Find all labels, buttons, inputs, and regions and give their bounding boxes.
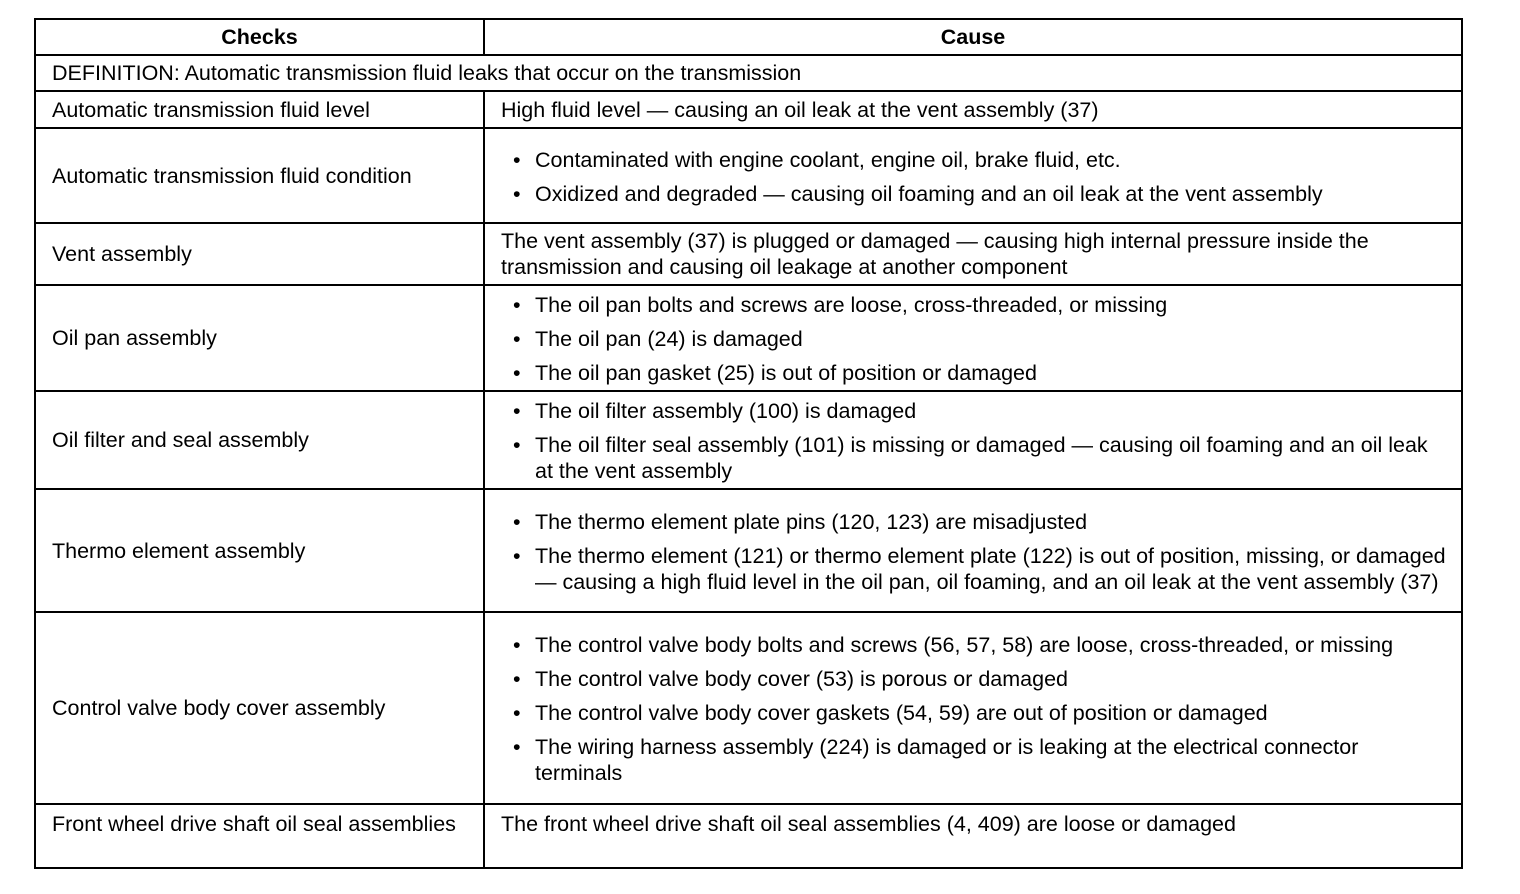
check-cell: Automatic transmission fluid condition	[35, 128, 484, 223]
cause-cell	[484, 285, 1462, 391]
check-cell: Thermo element assembly	[35, 489, 484, 612]
cause-cell: High fluid level — causing an oil leak at the vent assembly (37)	[484, 91, 1462, 128]
list-item: • The control valve body cover (53) is porous or damaged	[511, 666, 1451, 692]
check-cell: Vent assembly	[35, 223, 484, 285]
check-cell: Control valve body cover assembly	[35, 612, 484, 804]
table-row	[35, 285, 1462, 391]
cause-cell	[484, 612, 1462, 804]
cause-cell	[484, 489, 1462, 612]
cause-list	[501, 147, 1451, 207]
list-item: • Oxidized and degraded — causing oil foaming and an oil leak at the vent assembly	[511, 181, 1451, 207]
list-item: • The oil pan bolts and screws are loose, cross-threaded, or missing	[511, 292, 1451, 318]
list-item: • The control valve body bolts and screws (56, 57, 58) are loose, cross-threaded, or missing	[511, 632, 1451, 658]
cause-cell	[484, 128, 1462, 223]
cause-cell: The vent assembly (37) is plugged or damaged — causing high internal pressure inside the transmission and causing oil leakage at another component	[484, 223, 1462, 285]
cause-list	[501, 509, 1451, 595]
table-row	[35, 128, 1462, 223]
cause-cell	[484, 391, 1462, 489]
table-row	[35, 91, 1462, 128]
cause-list	[501, 632, 1451, 786]
header-row	[35, 19, 1462, 55]
header-cause: Cause	[484, 19, 1462, 55]
check-cell: Oil pan assembly	[35, 285, 484, 391]
list-item: • The thermo element (121) or thermo element plate (122) is out of position, missing, or damaged — causing a high fluid level in the oil pan, oil foaming, and an oil leak at the vent assembly (37)	[511, 543, 1451, 595]
table-row	[35, 391, 1462, 489]
cause-cell: The front wheel drive shaft oil seal assemblies (4, 409) are loose or damaged	[484, 804, 1462, 868]
check-cell: Automatic transmission fluid level	[35, 91, 484, 128]
diagnostic-table	[34, 18, 1463, 869]
table-row	[35, 223, 1462, 285]
list-item: • The wiring harness assembly (224) is damaged or is leaking at the electrical connector terminals	[511, 734, 1451, 786]
cause-list	[501, 398, 1451, 484]
definition-row	[35, 55, 1462, 91]
cause-list	[501, 292, 1451, 386]
definition-text: DEFINITION: Automatic transmission fluid leaks that occur on the transmission	[35, 55, 1462, 91]
table-row	[35, 612, 1462, 804]
list-item: • The oil pan gasket (25) is out of position or damaged	[511, 360, 1451, 386]
table-row	[35, 489, 1462, 612]
table-row	[35, 804, 1462, 868]
check-cell: Front wheel drive shaft oil seal assemblies	[35, 804, 484, 868]
list-item: • The thermo element plate pins (120, 123) are misadjusted	[511, 509, 1451, 535]
list-item: • Contaminated with engine coolant, engine oil, brake fluid, etc.	[511, 147, 1451, 173]
check-cell: Oil filter and seal assembly	[35, 391, 484, 489]
header-checks: Checks	[35, 19, 484, 55]
list-item: • The oil filter assembly (100) is damaged	[511, 398, 1451, 424]
list-item: • The oil pan (24) is damaged	[511, 326, 1451, 352]
list-item: • The control valve body cover gaskets (54, 59) are out of position or damaged	[511, 700, 1451, 726]
list-item: • The oil filter seal assembly (101) is missing or damaged — causing oil foaming and an oil leak at the vent assembly	[511, 432, 1451, 484]
